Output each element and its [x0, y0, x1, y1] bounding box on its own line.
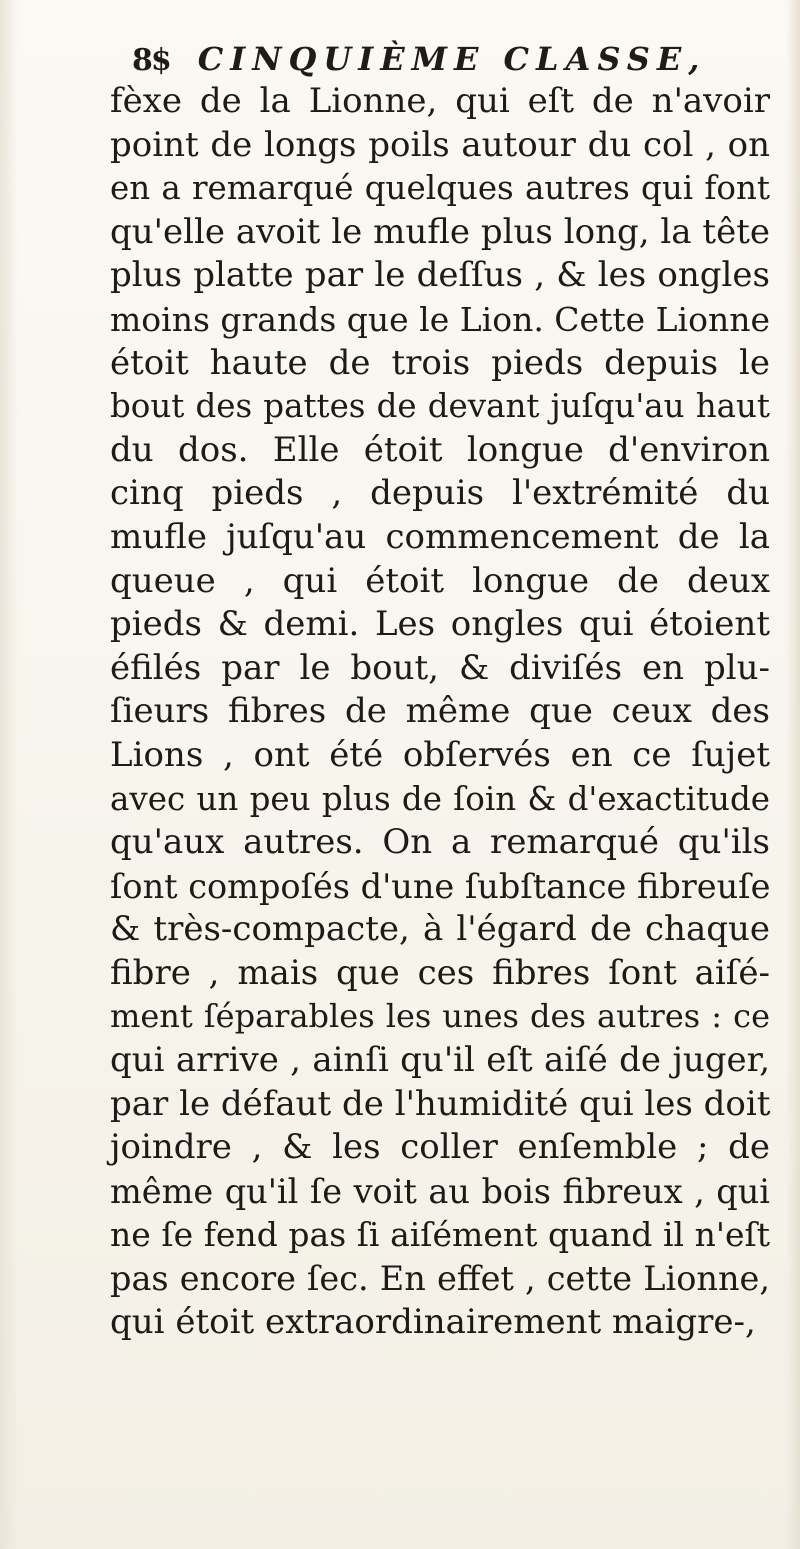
running-title: CINQUIÈME CLASSE, — [197, 40, 707, 78]
text-line: éfilés par le bout, & diviſés en plu- — [110, 647, 770, 688]
text-line: & très-compacte, à l'égard de chaque — [110, 909, 770, 950]
text-line: qu'aux autres. On a remarqué qu'ils — [110, 822, 770, 863]
text-line: par le défaut de l'humidité qui les doit — [110, 1083, 771, 1124]
text-line: même qu'il ſe voit au bois fibreux , qui — [110, 1171, 770, 1211]
text-line: cinq pieds , depuis l'extrémité du — [110, 473, 770, 514]
text-line: en a remarqué quelques autres qui font — [110, 169, 770, 208]
body-text — [110, 80, 770, 1344]
text-line: mufle juſqu'au commencement de la — [110, 516, 770, 557]
text-line: du dos. Elle étoit longue d'environ — [110, 429, 770, 470]
text-line: qui arrive , ainſi qu'il eſt aiſé de juger, — [110, 1040, 770, 1081]
text-line: ment ſéparables les unes des autres : ce — [110, 997, 770, 1036]
text-line: moins grands que le Lion. Cette Lionne — [110, 299, 770, 339]
page-gutter-shadow — [0, 0, 18, 1549]
text-line: pieds & demi. Les ongles qui étoient — [110, 604, 770, 645]
text-line: qu'elle avoit le mufle plus long, la tête — [110, 211, 770, 252]
text-line: bout des pattes de devant juſqu'au haut — [110, 387, 770, 426]
text-line: ſont compoſés d'une ſubſtance fibreuſe — [110, 866, 771, 906]
text-line: Lions , ont été obſervés en ce ſujet — [110, 734, 770, 775]
page-number: 8$ — [132, 43, 170, 78]
text-line: point de longs poils autour du col , on — [110, 124, 770, 165]
text-line: ſieurs fibres de même que ceux des — [110, 691, 770, 732]
text-line: pas encore ſec. En effet , cette Lionne, — [110, 1259, 770, 1299]
text-line: joindre , & les coller enſemble ; de — [110, 1127, 770, 1168]
text-line: qui étoit extraordinairement maigre-, — [110, 1301, 756, 1342]
text-line: fibre , mais que ces fibres ſont aiſé- — [110, 952, 770, 993]
text-line: fèxe de la Lionne, qui eſt de n'avoir — [110, 81, 770, 121]
page-edge-shadow — [786, 0, 800, 1549]
text-line: ne ſe fend pas ſi aiſément quand il n'eſt — [110, 1215, 770, 1255]
text-line: avec un peu plus de ſoin & d'exactitude — [110, 779, 770, 818]
text-line: étoit haute de trois pieds depuis le — [110, 342, 770, 383]
text-line: plus platte par le deſſus , & les ongles — [110, 255, 770, 296]
text-line: queue , qui étoit longue de deux — [110, 560, 770, 601]
